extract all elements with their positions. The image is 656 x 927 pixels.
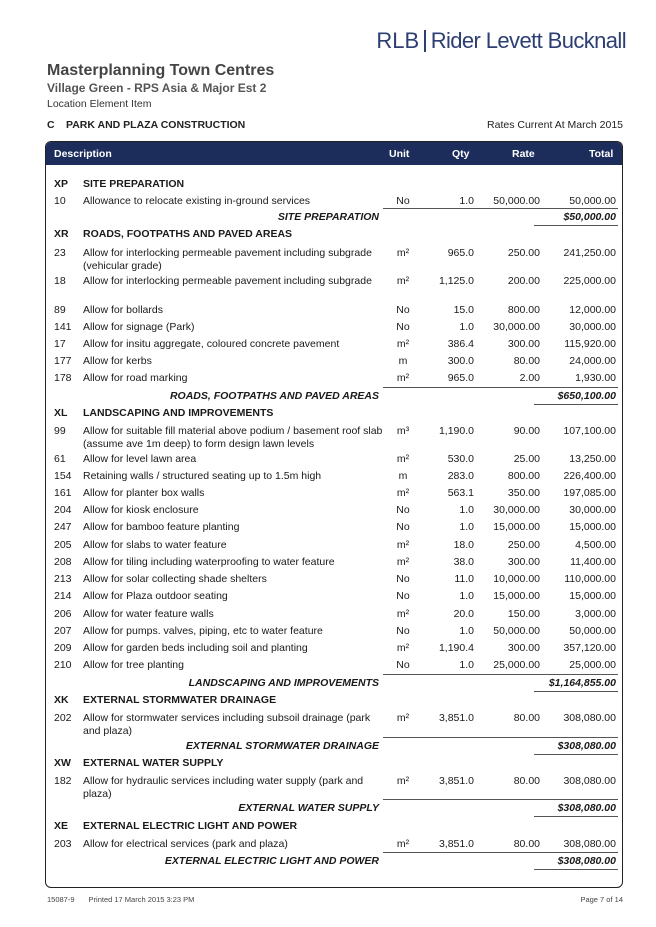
item-qty: 3,851.0 bbox=[438, 838, 474, 850]
item-code: 182 bbox=[54, 775, 72, 787]
item-description: Allow for Plaza outdoor seating bbox=[83, 590, 228, 602]
item-rate: 300.00 bbox=[507, 556, 540, 568]
item-rate: 250.00 bbox=[507, 539, 540, 551]
item-qty: 1.0 bbox=[459, 625, 474, 637]
item-description: Allow for water feature walls bbox=[83, 608, 214, 620]
item-unit: m² bbox=[396, 539, 410, 551]
item-unit: m² bbox=[396, 775, 410, 787]
item-unit: m² bbox=[396, 338, 410, 350]
item-qty: 1.0 bbox=[459, 659, 474, 671]
item-unit: m² bbox=[396, 453, 410, 465]
item-code: 210 bbox=[54, 659, 72, 671]
item-code: 204 bbox=[54, 504, 72, 516]
company-logo bbox=[376, 28, 626, 54]
item-code: 99 bbox=[54, 425, 66, 437]
subtotal-rule bbox=[383, 799, 618, 800]
item-total: 308,080.00 bbox=[563, 775, 616, 787]
item-qty: 18.0 bbox=[453, 539, 474, 551]
item-rate: 50,000.00 bbox=[493, 195, 540, 207]
job-number: 15087-9 bbox=[47, 895, 75, 904]
item-code: 206 bbox=[54, 608, 72, 620]
group-name: EXTERNAL WATER SUPPLY bbox=[83, 757, 224, 769]
location-label: Location Element Item bbox=[47, 98, 152, 110]
item-qty: 965.0 bbox=[447, 247, 474, 259]
item-description: Allow for suitable fill material above podium / basement roof slab (assume ave 1m deep) to form design lawn levels bbox=[83, 425, 383, 450]
item-rate: 90.00 bbox=[513, 425, 540, 437]
item-rate: 10,000.00 bbox=[493, 573, 540, 585]
item-total: 4,500.00 bbox=[575, 539, 616, 551]
item-description: Allow for kerbs bbox=[83, 355, 152, 367]
item-rate: 80.00 bbox=[513, 712, 540, 724]
page-number: Page 7 of 14 bbox=[580, 895, 623, 904]
item-rate: 50,000.00 bbox=[493, 625, 540, 637]
item-rate: 80.00 bbox=[513, 775, 540, 787]
item-code: 203 bbox=[54, 838, 72, 850]
item-code: 161 bbox=[54, 487, 72, 499]
item-description: Allow for solar collecting shade shelters bbox=[83, 573, 267, 585]
group-code: XR bbox=[54, 228, 69, 240]
item-qty: 283.0 bbox=[447, 470, 474, 482]
subtotal-amount: $308,080.00 bbox=[557, 855, 616, 867]
item-total: 50,000.00 bbox=[569, 625, 616, 637]
page-footer bbox=[47, 895, 194, 904]
item-qty: 15.0 bbox=[453, 304, 474, 316]
item-total: 12,000.00 bbox=[569, 304, 616, 316]
item-unit: No bbox=[396, 321, 410, 333]
item-qty: 1,190.4 bbox=[438, 642, 474, 654]
item-qty: 386.4 bbox=[447, 338, 474, 350]
item-code: 177 bbox=[54, 355, 72, 367]
rates-current: Rates Current At March 2015 bbox=[487, 119, 623, 131]
item-qty: 563.1 bbox=[447, 487, 474, 499]
subtotal-rule bbox=[383, 387, 618, 388]
item-code: 10 bbox=[54, 195, 66, 207]
subtotal-rule bbox=[383, 674, 618, 675]
item-code: 89 bbox=[54, 304, 66, 316]
item-total: 15,000.00 bbox=[569, 521, 616, 533]
item-rate: 300.00 bbox=[507, 338, 540, 350]
table-header bbox=[46, 142, 622, 165]
item-unit: No bbox=[396, 625, 410, 637]
item-unit: m² bbox=[396, 712, 410, 724]
item-description: Allow for signage (Park) bbox=[83, 321, 195, 333]
item-unit: m bbox=[398, 355, 408, 367]
item-description: Allow for interlocking permeable pavement including subgrade (vehicular grade) bbox=[83, 247, 372, 272]
group-name: LANDSCAPING AND IMPROVEMENTS bbox=[83, 407, 274, 419]
subtotal-amount: $50,000.00 bbox=[563, 211, 616, 223]
item-unit: m² bbox=[396, 608, 410, 620]
group-code: XL bbox=[54, 407, 68, 419]
subtotal-label: ROADS, FOOTPATHS AND PAVED AREAS bbox=[169, 390, 379, 402]
item-unit: m² bbox=[396, 372, 410, 384]
item-unit: m² bbox=[396, 487, 410, 499]
item-unit: No bbox=[396, 573, 410, 585]
header-description: Description bbox=[54, 148, 112, 160]
item-rate: 30,000.00 bbox=[493, 321, 540, 333]
section-name: PARK AND PLAZA CONSTRUCTION bbox=[66, 119, 246, 131]
group-code: XP bbox=[54, 178, 69, 190]
document-title: Masterplanning Town Centres bbox=[47, 62, 275, 79]
subtotal-rule bbox=[383, 737, 618, 738]
item-code: 202 bbox=[54, 712, 72, 724]
item-total: 3,000.00 bbox=[575, 608, 616, 620]
item-total: 226,400.00 bbox=[563, 470, 616, 482]
item-total: 115,920.00 bbox=[564, 338, 616, 350]
item-code: 23 bbox=[54, 247, 66, 259]
item-total: 107,100.00 bbox=[563, 425, 616, 437]
item-qty: 11.0 bbox=[454, 573, 474, 585]
item-description: Allow for road marking bbox=[83, 372, 188, 384]
item-description: Allow for insitu aggregate, coloured concrete pavement bbox=[83, 338, 340, 350]
subtotal-underline bbox=[534, 404, 618, 405]
item-description: Allowance to relocate existing in-ground services bbox=[83, 195, 311, 207]
item-description: Allow for hydraulic services including water supply (park and plaza) bbox=[83, 775, 364, 800]
item-total: 11,400.00 bbox=[570, 556, 616, 568]
item-total: 1,930.00 bbox=[575, 372, 616, 384]
item-rate: 80.00 bbox=[513, 355, 540, 367]
item-description: Allow for planter box walls bbox=[83, 487, 205, 499]
subtotal-underline bbox=[534, 816, 618, 817]
item-qty: 300.0 bbox=[447, 355, 474, 367]
item-qty: 1,125.0 bbox=[438, 275, 474, 287]
item-qty: 530.0 bbox=[447, 453, 474, 465]
item-unit: m³ bbox=[396, 425, 410, 437]
item-total: 197,085.00 bbox=[563, 487, 616, 499]
item-unit: No bbox=[396, 195, 410, 207]
section-heading bbox=[47, 119, 245, 131]
item-description: Allow for garden beds including soil and planting bbox=[83, 642, 308, 654]
item-total: 24,000.00 bbox=[569, 355, 616, 367]
logo-abbr: RLB bbox=[376, 28, 420, 53]
subtotal-amount: $308,080.00 bbox=[557, 740, 616, 752]
item-description: Allow for slabs to water feature bbox=[83, 539, 227, 551]
group-code: XK bbox=[54, 694, 69, 706]
subtotal-label: LANDSCAPING AND IMPROVEMENTS bbox=[188, 677, 379, 689]
item-code: 213 bbox=[54, 573, 72, 585]
item-code: 154 bbox=[54, 470, 72, 482]
group-code: XW bbox=[54, 757, 71, 769]
item-code: 247 bbox=[54, 521, 72, 533]
item-total: 25,000.00 bbox=[569, 659, 616, 671]
item-code: 208 bbox=[54, 556, 72, 568]
item-code: 61 bbox=[54, 453, 66, 465]
item-total: 30,000.00 bbox=[569, 321, 616, 333]
item-total: 225,000.00 bbox=[563, 275, 616, 287]
subtotal-underline bbox=[534, 225, 618, 226]
cost-table bbox=[45, 141, 623, 888]
item-description: Allow for electrical services (park and plaza) bbox=[83, 838, 288, 850]
item-rate: 800.00 bbox=[507, 470, 540, 482]
item-unit: m² bbox=[396, 556, 410, 568]
subtotal-underline bbox=[534, 754, 618, 755]
item-rate: 2.00 bbox=[519, 372, 540, 384]
header-unit: Unit bbox=[389, 148, 410, 160]
item-rate: 350.00 bbox=[507, 487, 540, 499]
item-qty: 1.0 bbox=[459, 504, 474, 516]
item-rate: 25,000.00 bbox=[493, 659, 540, 671]
item-description: Allow for level lawn area bbox=[83, 453, 197, 465]
item-rate: 800.00 bbox=[507, 304, 540, 316]
item-unit: No bbox=[396, 304, 410, 316]
item-description: Retaining walls / structured seating up to 1.5m high bbox=[83, 470, 322, 482]
item-qty: 3,851.0 bbox=[438, 775, 474, 787]
item-total: 50,000.00 bbox=[569, 195, 616, 207]
printed-date: Printed 17 March 2015 3:23 PM bbox=[88, 895, 195, 904]
item-code: 214 bbox=[54, 590, 72, 602]
item-total: 241,250.00 bbox=[563, 247, 616, 259]
item-unit: m bbox=[398, 470, 408, 482]
group-name: EXTERNAL STORMWATER DRAINAGE bbox=[83, 694, 277, 706]
subtotal-underline bbox=[534, 691, 618, 692]
item-code: 209 bbox=[54, 642, 72, 654]
group-name: ROADS, FOOTPATHS AND PAVED AREAS bbox=[83, 228, 293, 240]
item-description: Allow for interlocking permeable pavement including subgrade bbox=[83, 275, 372, 287]
item-code: 207 bbox=[54, 625, 72, 637]
item-unit: No bbox=[396, 504, 410, 516]
item-rate: 25.00 bbox=[513, 453, 540, 465]
item-rate: 250.00 bbox=[507, 247, 540, 259]
item-total: 13,250.00 bbox=[569, 453, 616, 465]
section-code: C bbox=[47, 119, 55, 131]
item-qty: 965.0 bbox=[447, 372, 474, 384]
item-rate: 150.00 bbox=[507, 608, 540, 620]
subtotal-label: EXTERNAL WATER SUPPLY bbox=[238, 802, 379, 814]
logo-name: Rider Levett Bucknall bbox=[430, 28, 626, 53]
header-total: Total bbox=[589, 148, 614, 160]
item-code: 17 bbox=[54, 338, 66, 350]
subtotal-label: SITE PREPARATION bbox=[277, 211, 379, 223]
group-name: EXTERNAL ELECTRIC LIGHT AND POWER bbox=[83, 820, 298, 832]
item-unit: No bbox=[396, 590, 410, 602]
subtotal-amount: $1,164,855.00 bbox=[548, 677, 616, 689]
item-description: Allow for kiosk enclosure bbox=[83, 504, 199, 516]
subtotal-label: EXTERNAL STORMWATER DRAINAGE bbox=[185, 740, 379, 752]
item-rate: 15,000.00 bbox=[493, 590, 540, 602]
item-description: Allow for bamboo feature planting bbox=[83, 521, 240, 533]
item-description: Allow for stormwater services including subsoil drainage (park and plaza) bbox=[83, 712, 371, 737]
subtotal-amount: $650,100.00 bbox=[557, 390, 616, 402]
document-subtitle: Village Green - RPS Asia & Major Est 2 bbox=[47, 81, 267, 95]
item-rate: 15,000.00 bbox=[493, 521, 540, 533]
item-qty: 38.0 bbox=[453, 556, 474, 568]
item-description: Allow for pumps. valves, piping, etc to water feature bbox=[83, 625, 323, 637]
header-rate: Rate bbox=[512, 148, 535, 160]
subtotal-rule bbox=[383, 852, 618, 853]
subtotal-underline bbox=[534, 869, 618, 870]
item-code: 178 bbox=[54, 372, 72, 384]
item-total: 308,080.00 bbox=[563, 838, 616, 850]
item-unit: No bbox=[396, 659, 410, 671]
group-name: SITE PREPARATION bbox=[83, 178, 185, 190]
group-code: XE bbox=[54, 820, 69, 832]
item-unit: m² bbox=[396, 838, 410, 850]
item-total: 15,000.00 bbox=[569, 590, 616, 602]
item-unit: m² bbox=[396, 275, 410, 287]
item-qty: 1.0 bbox=[459, 195, 474, 207]
item-rate: 30,000.00 bbox=[493, 504, 540, 516]
item-qty: 3,851.0 bbox=[438, 712, 474, 724]
item-total: 110,000.00 bbox=[564, 573, 616, 585]
item-qty: 1,190.0 bbox=[438, 425, 474, 437]
subtotal-label: EXTERNAL ELECTRIC LIGHT AND POWER bbox=[164, 855, 379, 867]
item-rate: 300.00 bbox=[507, 642, 540, 654]
item-unit: m² bbox=[396, 642, 410, 654]
item-qty: 20.0 bbox=[453, 608, 474, 620]
item-unit: m² bbox=[396, 247, 410, 259]
item-qty: 1.0 bbox=[459, 321, 474, 333]
item-description: Allow for bollards bbox=[83, 304, 163, 316]
item-description: Allow for tiling including waterproofing to water feature bbox=[83, 556, 335, 568]
item-total: 357,120.00 bbox=[563, 642, 616, 654]
item-rate: 200.00 bbox=[507, 275, 540, 287]
item-code: 205 bbox=[54, 539, 72, 551]
header-qty: Qty bbox=[452, 148, 470, 160]
item-unit: No bbox=[396, 521, 410, 533]
item-qty: 1.0 bbox=[459, 590, 474, 602]
item-rate: 80.00 bbox=[513, 838, 540, 850]
item-total: 30,000.00 bbox=[569, 504, 616, 516]
logo-divider bbox=[424, 30, 426, 52]
subtotal-rule bbox=[383, 208, 618, 209]
item-qty: 1.0 bbox=[459, 521, 474, 533]
item-code: 18 bbox=[54, 275, 66, 287]
item-code: 141 bbox=[54, 321, 72, 333]
item-total: 308,080.00 bbox=[563, 712, 616, 724]
item-description: Allow for tree planting bbox=[83, 659, 184, 671]
subtotal-amount: $308,080.00 bbox=[557, 802, 616, 814]
